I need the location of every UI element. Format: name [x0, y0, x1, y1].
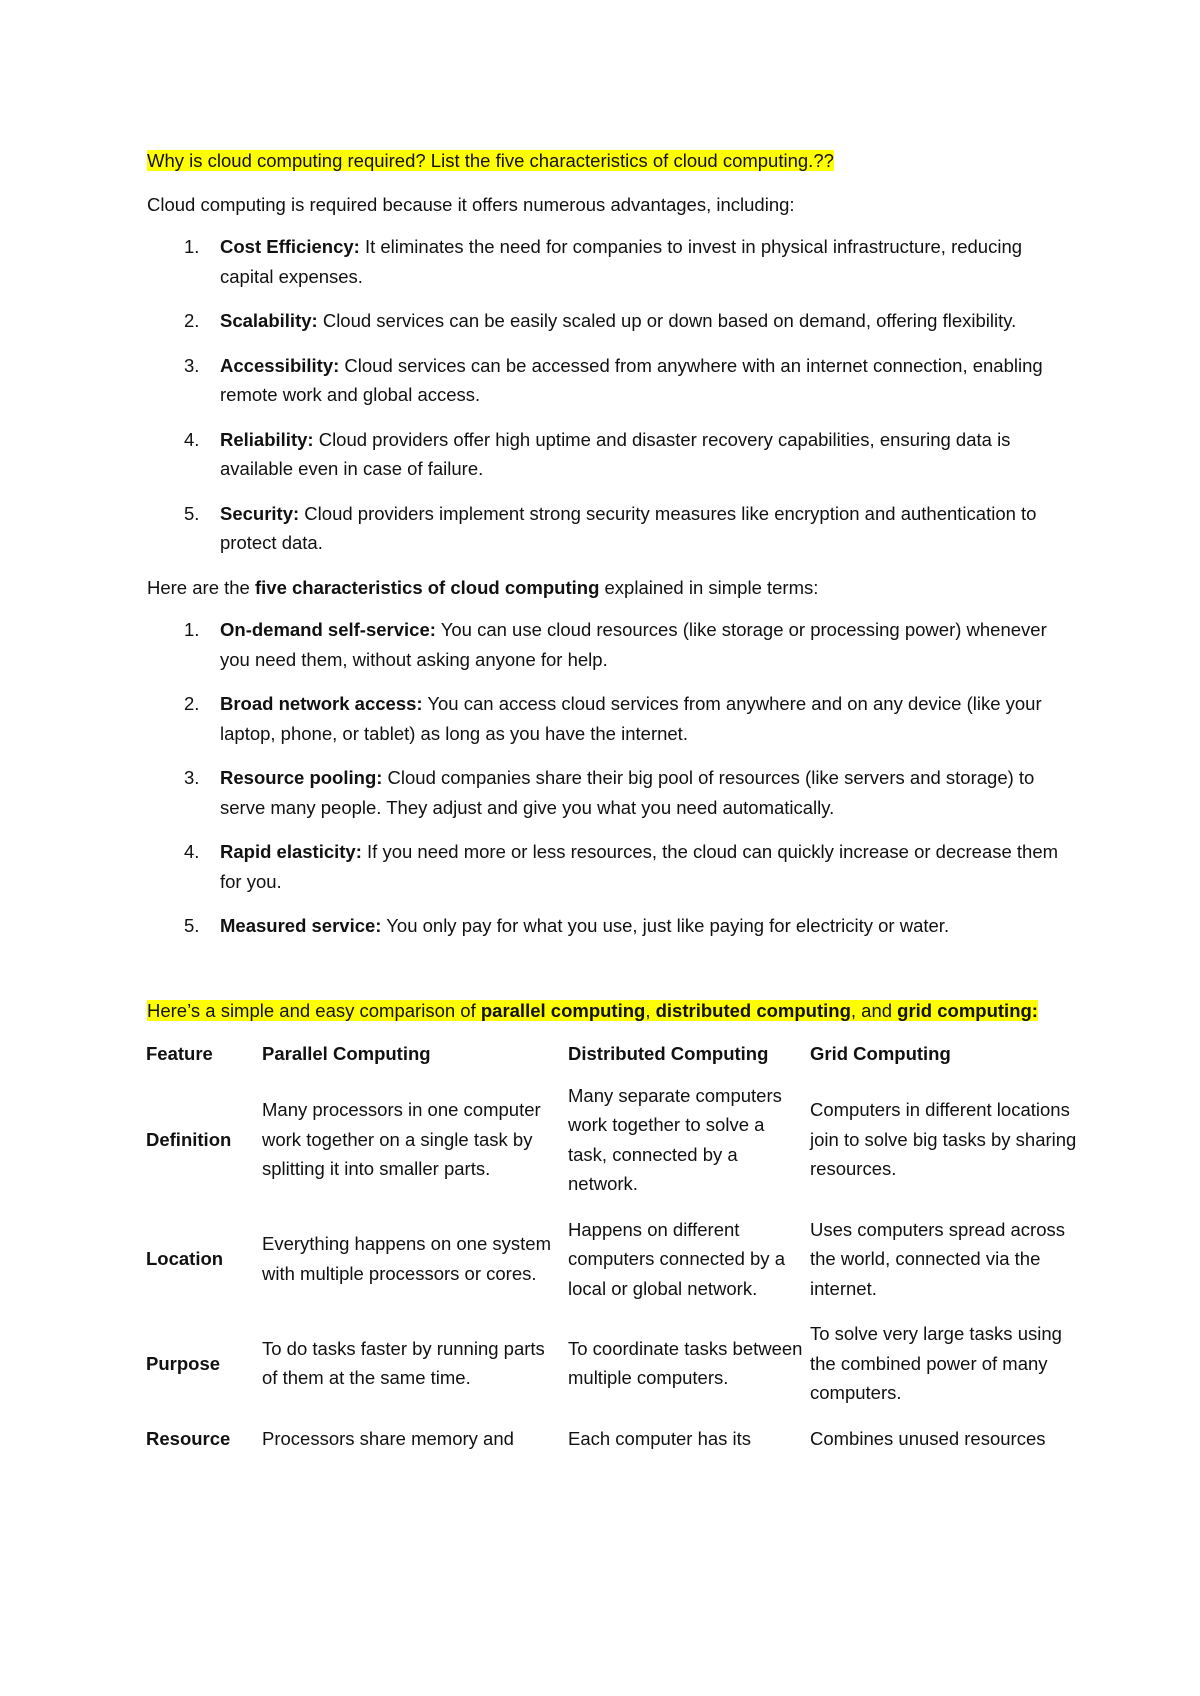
item-text: You only pay for what you use, just like paying for electricity or water. — [381, 915, 950, 936]
item-text: Cloud services can be easily scaled up or down based on demand, offering flexibility. — [317, 310, 1017, 331]
cell-grid: Computers in different locations join to solve big tasks by sharing resources. — [810, 1099, 1077, 1180]
cell-distributed: Each computer has its — [568, 1427, 752, 1449]
list-item: 2. Scalability: Cloud services can be easily scaled up or down based on demand, offering flexibility. — [184, 310, 1017, 331]
table-row — [146, 1081, 1086, 1199]
list-item: 2. Broad network access: You can access cloud services from anywhere and on any device (like your laptop, phone, or tablet) as long as you have the internet. — [184, 693, 1042, 744]
list-item: 1. Cost Efficiency: It eliminates the need for companies to invest in physical infrastructure, reducing capital expenses. — [184, 236, 1023, 287]
cell-distributed: To coordinate tasks between multiple computers. — [568, 1337, 803, 1389]
cell-parallel: To do tasks faster by running parts of them at the same time. — [262, 1337, 545, 1389]
cell-grid: Combines unused resources — [810, 1427, 1046, 1449]
cell-grid: Uses computers spread across the world, connected via the internet. — [810, 1218, 1065, 1299]
list-item: 5. Measured service: You only pay for what you use, just like paying for electricity or water. — [184, 915, 950, 936]
intro-paragraph: Cloud computing is required because it offers numerous advantages, including: — [147, 193, 795, 215]
item-term: Measured service: — [220, 915, 382, 936]
characteristics-intro: Here are the five characteristics of cloud computing explained in simple terms: — [147, 576, 819, 598]
item-term: Reliability: — [220, 428, 314, 450]
item-term: Scalability: — [220, 310, 318, 331]
table-row — [146, 1319, 1086, 1408]
item-term: Broad network access: — [220, 693, 423, 714]
cell-parallel: Processors share memory and — [262, 1427, 514, 1449]
header-distributed: Distributed Computing — [568, 1043, 769, 1064]
item-text: Cloud services can be accessed from anywhere with an internet connection, enabling remote work and global access. — [220, 354, 1043, 405]
list-item: 1. On-demand self-service: You can use cloud resources (like storage or processing power) whenever you need them, without asking anyone for help. — [184, 619, 1047, 670]
cell-parallel: Everything happens on one system with multiple processors or cores. — [262, 1233, 551, 1284]
header-grid: Grid Computing — [810, 1043, 951, 1064]
item-text: If you need more or less resources, the cloud can quickly increase or decrease them for you. — [220, 841, 1059, 892]
list-item: 4. Reliability: Cloud providers offer high uptime and disaster recovery capabilities, ensuring data is available even in case of failure. — [184, 428, 1011, 479]
item-term: Security: — [220, 502, 300, 524]
cell-distributed: Happens on different computers connected by a local or global network. — [568, 1218, 785, 1299]
document-content — [146, 146, 1077, 1469]
comparison-heading: Here’s a simple and easy comparison of parallel computing, distributed computing, and grid computing: — [147, 999, 1038, 1021]
list-item: 5. Security: Cloud providers implement strong security measures like encryption and authentication to protect data. — [184, 502, 1037, 553]
item-text: It eliminates the need for companies to invest in physical infrastructure, reducing capital expenses. — [220, 236, 1023, 287]
header-parallel: Parallel Computing — [262, 1043, 431, 1064]
item-term: Cost Efficiency: — [220, 236, 360, 257]
item-term: Resource pooling: — [220, 767, 383, 788]
table-header-row — [146, 1039, 1086, 1069]
item-term: Accessibility: — [220, 354, 340, 376]
item-text: Cloud providers offer high uptime and disaster recovery capabilities, ensuring data is available even in case of failure. — [220, 428, 1011, 479]
row-feature: Resource — [146, 1427, 231, 1449]
characteristics-list — [147, 615, 1067, 941]
question-heading — [147, 146, 1067, 176]
list-item: 3. Accessibility: Cloud services can be accessed from anywhere with an internet connection, enabling remote work and global access. — [184, 354, 1043, 405]
comparison-table — [146, 1039, 1086, 1453]
question-text: Why is cloud computing required? List the five characteristics of cloud computing.?? — [147, 150, 834, 171]
item-text: You can access cloud services from anywhere and on any device (like your laptop, phone, or tablet) as long as you have the internet. — [220, 693, 1042, 744]
advantages-list — [147, 232, 1067, 558]
table-row — [146, 1424, 1086, 1454]
list-item: 4. Rapid elasticity: If you need more or less resources, the cloud can quickly increase or decrease them for you. — [184, 841, 1059, 892]
item-term: On-demand self-service: — [220, 619, 436, 640]
cell-parallel: Many processors in one computer work together on a single task by splitting it into smaller parts. — [262, 1099, 541, 1180]
list-item: 3. Resource pooling: Cloud companies share their big pool of resources (like servers and storage) to serve many people. They adjust and give you what you need automatically. — [184, 767, 1035, 818]
item-text: Cloud companies share their big pool of resources (like servers and storage) to serve many people. They adjust and give you what you need automatically. — [220, 767, 1035, 818]
item-term: Rapid elasticity: — [220, 841, 362, 862]
spacer — [147, 956, 1067, 996]
row-feature: Definition — [146, 1128, 232, 1150]
table-row — [146, 1215, 1086, 1304]
item-text: You can use cloud resources (like storage or processing power) whenever you need them, without asking anyone for help. — [220, 619, 1047, 670]
item-text: Cloud providers implement strong security measures like encryption and authentication to protect data. — [220, 502, 1037, 553]
cell-grid: To solve very large tasks using the combined power of many computers. — [810, 1323, 1062, 1403]
cell-distributed: Many separate computers work together to solve a task, connected by a network. — [568, 1084, 782, 1194]
header-feature: Feature — [146, 1043, 213, 1064]
row-feature: Purpose — [146, 1352, 221, 1374]
row-feature: Location — [146, 1248, 224, 1269]
